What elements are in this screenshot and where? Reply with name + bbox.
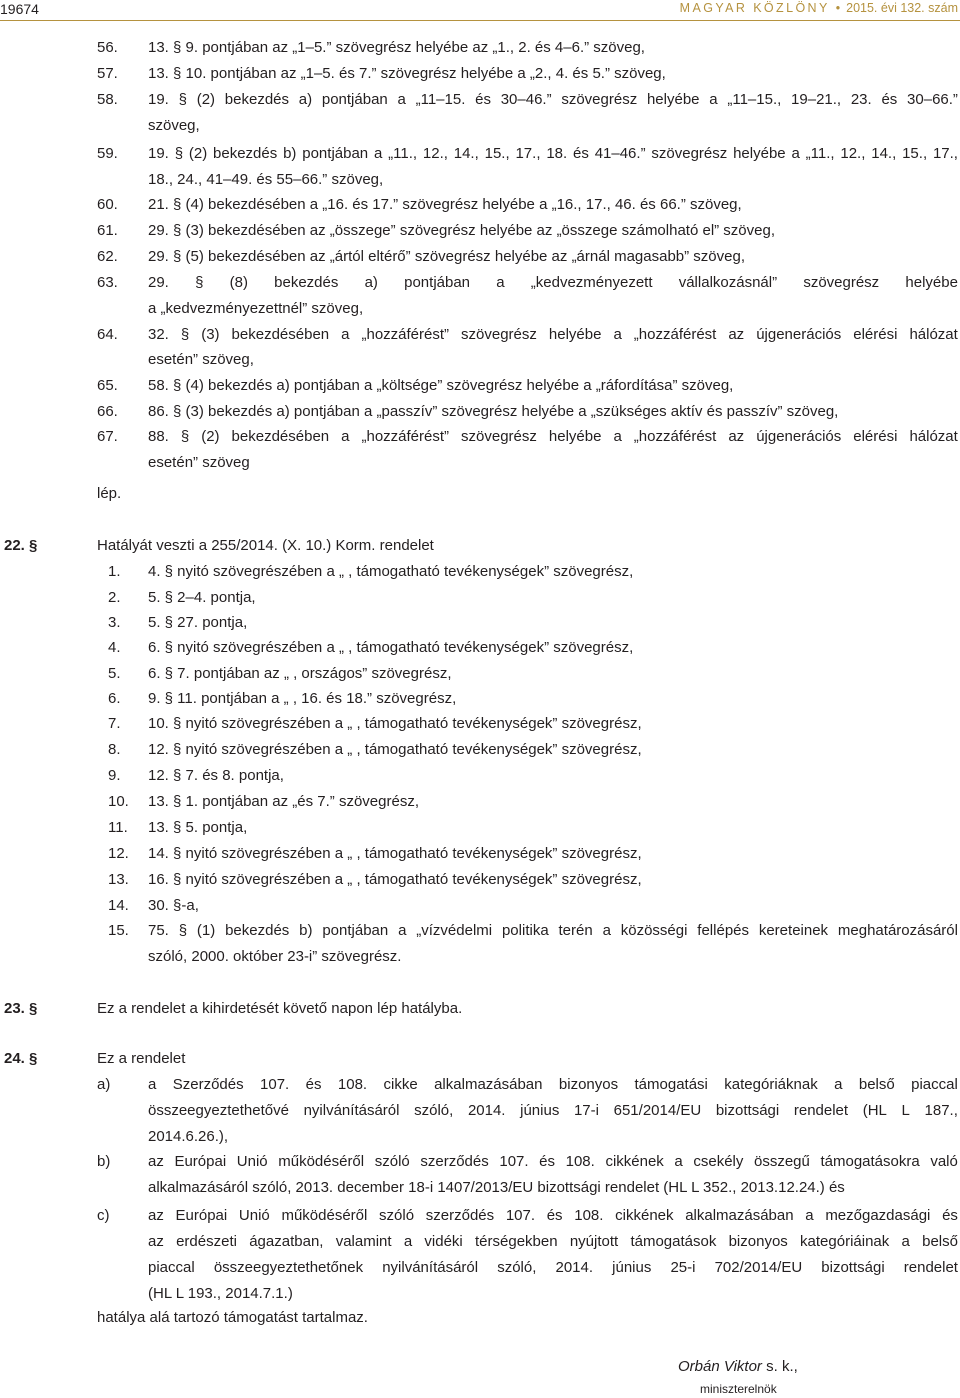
- repeal-item-text: 5. § 27. pontja,: [148, 614, 248, 631]
- repeal-item-number: 10.: [108, 793, 129, 810]
- list-item-number: 64.: [97, 326, 118, 343]
- list-item-number: 65.: [97, 377, 118, 394]
- repeal-item-number: 9.: [108, 767, 121, 784]
- list-item-number: 67.: [97, 428, 118, 445]
- list-item-continuation: szöveg,: [148, 117, 200, 134]
- list-item-continuation: 18., 24., 41–49. és 55–66.” szöveg,: [148, 171, 384, 188]
- repeal-item-text: 4. § nyitó szövegrészében a „ , támogatható tevékenységek” szövegrész,: [148, 563, 634, 580]
- item-text-line: összeegyeztethetővé nyilvánításáról szóló, 2014. június 17-i 651/2014/EU bizottsági rendelet (HL L 187.,: [148, 1102, 958, 1119]
- repeal-item-text: 6. § nyitó szövegrészében a „ , támogatható tevékenységek” szövegrész,: [148, 639, 634, 656]
- closing-word: lép.: [97, 485, 122, 502]
- section-number: 23. §: [4, 1000, 38, 1017]
- list-item-text: 58. § (4) bekezdés a) pontjában a „költsége” szövegrész helyébe a „ráfordítása” szöveg,: [148, 377, 734, 394]
- item-label: c): [97, 1207, 110, 1224]
- signer-suffix: s. k.,: [761, 1358, 798, 1375]
- list-item-text: 32. § (3) bekezdésében a „hozzáférést” szövegrész helyébe a „hozzáférést az újgenerációs elérési hálózat: [148, 326, 958, 343]
- repeal-item-number: 12.: [108, 845, 129, 862]
- list-item-text: 29. § (3) bekezdésében az „összege” szövegrész helyébe az „összege számolható el” szöveg,: [148, 222, 776, 239]
- list-item-text: 13. § 9. pontjában az „1–5.” szövegrész helyébe az „1., 2. és 4–6.” szöveg,: [148, 39, 645, 56]
- list-item-text: 29. § (5) bekezdésében az „ártól eltérő” szövegrész helyébe az „árnál magasabb” szöveg,: [148, 248, 745, 265]
- repeal-item-text: 13. § 5. pontja,: [148, 819, 248, 836]
- item-text-line: (HL L 193., 2014.7.1.): [148, 1285, 293, 1302]
- list-item-number: 59.: [97, 145, 118, 162]
- list-item-text: 19. § (2) bekezdés b) pontjában a „11., 12., 14., 15., 17., 18. és 41–46.” szövegrész helyébe a „11., 12., 14., 15., 17.,: [148, 145, 958, 162]
- list-item-text: 21. § (4) bekezdésében a „16. és 17.” szövegrész helyébe a „16., 17., 46. és 66.” szöveg,: [148, 196, 742, 213]
- list-item-continuation: esetén” szöveg: [148, 454, 250, 471]
- section-number: 24. §: [4, 1050, 38, 1067]
- publication-name: MAGYAR KÖZLÖNY: [679, 1, 830, 15]
- repeal-item-text: 12. § nyitó szövegrészében a „ , támogatható tevékenységek” szövegrész,: [148, 741, 642, 758]
- list-item-number: 61.: [97, 222, 118, 239]
- list-item-text: 88. § (2) bekezdésében a „hozzáférést” szövegrész helyébe a „hozzáférést az újgenerációs elérési hálózat: [148, 428, 958, 445]
- list-item-number: 62.: [97, 248, 118, 265]
- repeal-item-text: 6. § 7. pontjában az „ , országos” szövegrész,: [148, 665, 452, 682]
- repeal-item-number: 7.: [108, 715, 121, 732]
- repeal-item-continuation: szóló, 2000. október 23-i” szövegrész.: [148, 948, 402, 965]
- repeal-item-number: 5.: [108, 665, 121, 682]
- page-number: 19674: [0, 1, 39, 17]
- repeal-item-number: 8.: [108, 741, 121, 758]
- repeal-item-text: 9. § 11. pontjában a „ , 16. és 18.” szövegrész,: [148, 690, 457, 707]
- repeal-item-number: 13.: [108, 871, 129, 888]
- item-text-line: a Szerződés 107. és 108. cikke alkalmazásában bizonyos támogatási kategóriáknak a belső piaccal: [148, 1076, 958, 1093]
- running-head: [680, 1, 958, 15]
- repeal-item-text: 13. § 1. pontjában az „és 7.” szövegrész,: [148, 793, 419, 810]
- item-text-line: piaccal összeegyeztethetőnek nyilvánításáról szóló, 2014. június 25-i 702/2014/EU bizottsági rendelet: [148, 1259, 958, 1276]
- item-label: a): [97, 1076, 111, 1093]
- list-item-text: 29. § (8) bekezdés a) pontjában a „kedvezményezett vállalkozásnál” szövegrész helyébe: [148, 274, 958, 291]
- item-text-line: alkalmazásáról szóló, 2013. december 18-i 1407/2013/EU bizottsági rendelet (HL L 352., 2013.12.24.) és: [148, 1179, 845, 1196]
- list-item-number: 58.: [97, 91, 118, 108]
- signer-name: Orbán Viktor: [678, 1358, 762, 1375]
- separator-dot: •: [835, 1, 841, 15]
- list-item-number: 66.: [97, 403, 118, 420]
- repeal-item-number: 6.: [108, 690, 121, 707]
- repeal-item-number: 14.: [108, 897, 129, 914]
- repeal-item-text: 5. § 2–4. pontja,: [148, 589, 256, 606]
- repeal-item-text: 75. § (1) bekezdés b) pontjában a „vízvédelmi politika terén a közösségi fellépés kereteinek meghatározásáról: [148, 922, 958, 939]
- page-header: [0, 0, 960, 22]
- header-rule: [0, 20, 960, 21]
- repeal-item-text: 12. § 7. és 8. pontja,: [148, 767, 284, 784]
- item-text-line: 2014.6.26.),: [148, 1128, 229, 1145]
- section-intro: Ez a rendelet: [97, 1050, 186, 1067]
- list-item-continuation: a „kedvezményezettnél” szöveg,: [148, 300, 364, 317]
- signer-title: miniszterelnök: [700, 1382, 777, 1396]
- repeal-item-number: 3.: [108, 614, 121, 631]
- list-item-number: 63.: [97, 274, 118, 291]
- signature-line: [678, 1358, 798, 1375]
- repeal-item-text: 14. § nyitó szövegrészében a „ , támogatható tevékenységek” szövegrész,: [148, 845, 642, 862]
- item-label: b): [97, 1153, 111, 1170]
- repeal-item-number: 4.: [108, 639, 121, 656]
- repeal-item-number: 15.: [108, 922, 129, 939]
- issue-info: 2015. évi 132. szám: [846, 1, 958, 15]
- item-text-line: az erdészeti ágazatban, valamint a vidéki térségekben nyújtott támogatások bizonyos kategóriáinak a belső: [148, 1233, 958, 1250]
- repeal-item-number: 1.: [108, 563, 121, 580]
- item-text-line: az Európai Unió működéséről szóló szerződés 107. és 108. cikkének alkalmazásában a mezőgazdasági és: [148, 1207, 958, 1224]
- list-item-number: 60.: [97, 196, 118, 213]
- section-number: 22. §: [4, 537, 38, 554]
- section-outro: hatálya alá tartozó támogatást tartalmaz.: [97, 1309, 368, 1326]
- list-item-text: 19. § (2) bekezdés a) pontjában a „11–15. és 30–46.” szövegrész helyébe a „11–15., 19–21., 23. és 30–66.”: [148, 91, 958, 108]
- list-item-text: 86. § (3) bekezdés a) pontjában a „passzív” szövegrész helyébe a „szükséges aktív és passzív” szöveg,: [148, 403, 839, 420]
- section-title: Hatályát veszti a 255/2014. (X. 10.) Korm. rendelet: [97, 537, 434, 554]
- repeal-item-number: 2.: [108, 589, 121, 606]
- list-item-continuation: esetén” szöveg,: [148, 351, 254, 368]
- repeal-item-text: 16. § nyitó szövegrészében a „ , támogatható tevékenységek” szövegrész,: [148, 871, 642, 888]
- repeal-item-text: 30. §-a,: [148, 897, 199, 914]
- list-item-number: 56.: [97, 39, 118, 56]
- repeal-item-number: 11.: [108, 819, 128, 836]
- item-text-line: az Európai Unió működéséről szóló szerződés 107. és 108. cikkének a csekély összegű támogatásokra való: [148, 1153, 958, 1170]
- list-item-number: 57.: [97, 65, 118, 82]
- repeal-item-text: 10. § nyitó szövegrészében a „ , támogatható tevékenységek” szövegrész,: [148, 715, 642, 732]
- list-item-text: 13. § 10. pontjában az „1–5. és 7.” szövegrész helyébe a „2., 4. és 5.” szöveg,: [148, 65, 666, 82]
- section-text: Ez a rendelet a kihirdetését követő napon lép hatályba.: [97, 1000, 463, 1017]
